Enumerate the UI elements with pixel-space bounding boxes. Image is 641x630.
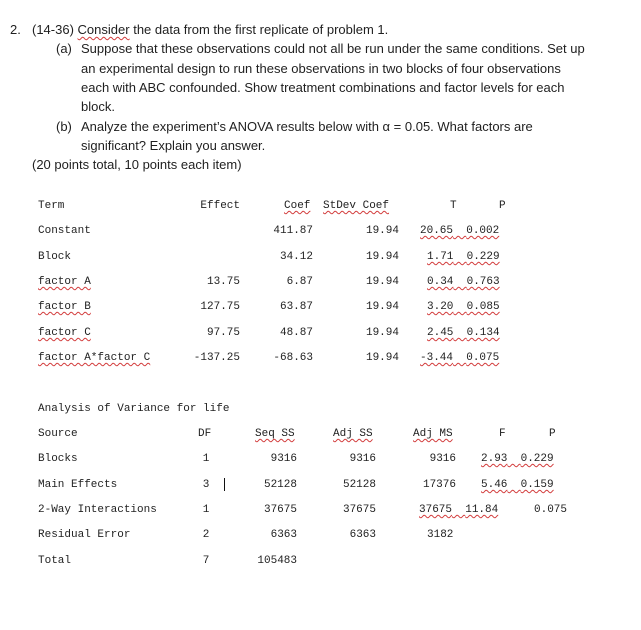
part-a-label: (a)	[56, 41, 72, 56]
anova-source: Main Effects	[38, 479, 118, 491]
coef-stdev: 19.94	[365, 276, 399, 288]
coef-term: factor B	[38, 301, 91, 313]
coef-t-p	[427, 326, 500, 340]
anova-seq-ss: 9316	[270, 453, 297, 465]
anova-header-p: P	[549, 428, 556, 440]
part-a-line-1: Suppose that these observations could not all be run under the same conditions. Set up	[81, 41, 585, 56]
coef-stdev: 19.94	[365, 301, 399, 313]
anova-header-adj-ss: Adj SS	[333, 428, 373, 440]
coef-value: 34.12	[279, 251, 313, 263]
coef-value: 63.87	[279, 301, 313, 313]
coef-t: 0.34	[427, 276, 454, 288]
part-b-line-2: significant? Explain you answer.	[81, 138, 266, 153]
anova-adj-ss: 6363	[349, 529, 376, 541]
anova-seq-ss: 37675	[263, 504, 297, 516]
anova-adj-ms: 3182	[427, 529, 454, 541]
coef-t-p	[427, 300, 500, 314]
coef-term: factor A	[38, 276, 91, 288]
anova-f: 2.93	[481, 453, 508, 465]
coef-p: 0.763	[466, 276, 500, 288]
coef-term: Constant	[38, 225, 91, 237]
coef-p: 0.134	[466, 327, 500, 339]
anova-header-source: Source	[38, 428, 78, 440]
coef-t-p	[420, 224, 499, 238]
anova-f-p	[481, 452, 554, 466]
anova-df: 2	[202, 529, 210, 541]
question-header	[32, 20, 388, 39]
coef-stdev: 19.94	[365, 327, 399, 339]
coef-stdev: 19.94	[365, 251, 399, 263]
coef-t: 20.65	[420, 225, 454, 237]
anova-f-p	[481, 478, 554, 492]
anova-source: 2-Way Interactions	[38, 504, 157, 516]
anova-f: 5.46	[481, 479, 508, 491]
coef-effect: 97.75	[206, 327, 240, 339]
part-b-label: (b)	[56, 119, 72, 134]
anova-seq-ss: 105483	[257, 555, 297, 567]
anova-adj-ss: 52128	[342, 479, 376, 491]
coef-t-p	[427, 250, 500, 264]
anova-source: Residual Error	[38, 529, 131, 541]
coef-t: 1.71	[427, 251, 454, 263]
coef-header-t: T	[450, 200, 457, 212]
anova-p: 0.159	[520, 479, 554, 491]
anova-header-f: F	[499, 428, 506, 440]
anova-f: 11.84	[465, 504, 499, 516]
anova-p: 0.075	[534, 504, 568, 516]
question-number: 2.	[10, 22, 21, 37]
header-prefix: (14-36)	[32, 22, 74, 37]
header-spell-word: Consider	[77, 22, 130, 37]
coef-header-coef: Coef	[284, 200, 311, 212]
coef-effect: 13.75	[206, 276, 240, 288]
anova-title: Analysis of Variance for life	[38, 403, 230, 415]
part-b-line-1: Analyze the experiment’s ANOVA results below with α = 0.05. What factors are	[81, 119, 533, 134]
points-note: (20 points total, 10 points each item)	[32, 157, 242, 172]
coef-stdev: 19.94	[365, 225, 399, 237]
anova-adj-ms-f	[419, 503, 498, 517]
part-a-line-3: each with ABC confounded. Show treatment combinations and factor levels for each	[81, 80, 565, 95]
coef-term: factor A*factor C	[38, 352, 151, 364]
part-a-line-2: an experimental design to run these observations in two blocks of four observations	[81, 61, 561, 76]
anova-source: Total	[38, 555, 72, 567]
coef-t-p	[427, 275, 500, 289]
anova-adj-ms: 9316	[429, 453, 456, 465]
anova-seq-ss: 6363	[270, 529, 297, 541]
anova-adj-ms: 17376	[422, 479, 456, 491]
coef-effect: -137.25	[193, 352, 240, 364]
anova-adj-ms: 37675	[419, 504, 453, 516]
text-cursor	[224, 478, 225, 491]
anova-seq-ss: 52128	[263, 479, 297, 491]
anova-df: 3	[202, 479, 210, 491]
coef-header-stdev: StDev Coef	[323, 200, 390, 212]
anova-df: 1	[202, 453, 210, 465]
part-a-line-4: block.	[81, 99, 115, 114]
coef-value: 48.87	[279, 327, 313, 339]
coef-value: 411.87	[273, 225, 313, 237]
coef-p: 0.085	[466, 301, 500, 313]
anova-source: Blocks	[38, 453, 78, 465]
coef-header-effect: Effect	[200, 200, 240, 212]
anova-header-seq-ss: Seq SS	[255, 428, 295, 440]
coef-t: 2.45	[427, 327, 454, 339]
anova-adj-ss: 9316	[349, 453, 376, 465]
header-rest: the data from the first replicate of problem 1.	[133, 22, 389, 37]
coef-header-p: P	[499, 200, 506, 212]
anova-adj-ss: 37675	[342, 504, 376, 516]
coef-term: Block	[38, 251, 72, 263]
anova-header-adj-ms: Adj MS	[413, 428, 453, 440]
coef-p: 0.229	[466, 251, 500, 263]
coef-p: 0.002	[466, 225, 500, 237]
coef-p: 0.075	[466, 352, 500, 364]
coef-value: -68.63	[273, 352, 313, 364]
coef-t-p	[420, 351, 499, 365]
anova-p: 0.229	[520, 453, 554, 465]
anova-df: 7	[202, 555, 210, 567]
coef-term: factor C	[38, 327, 91, 339]
coef-t: -3.44	[420, 352, 454, 364]
coef-stdev: 19.94	[365, 352, 399, 364]
coef-value: 6.87	[286, 276, 313, 288]
coef-effect: 127.75	[200, 301, 240, 313]
coef-header-term: Term	[38, 200, 65, 212]
coef-t: 3.20	[427, 301, 454, 313]
anova-header-df: DF	[198, 428, 212, 440]
anova-df: 1	[202, 504, 210, 516]
